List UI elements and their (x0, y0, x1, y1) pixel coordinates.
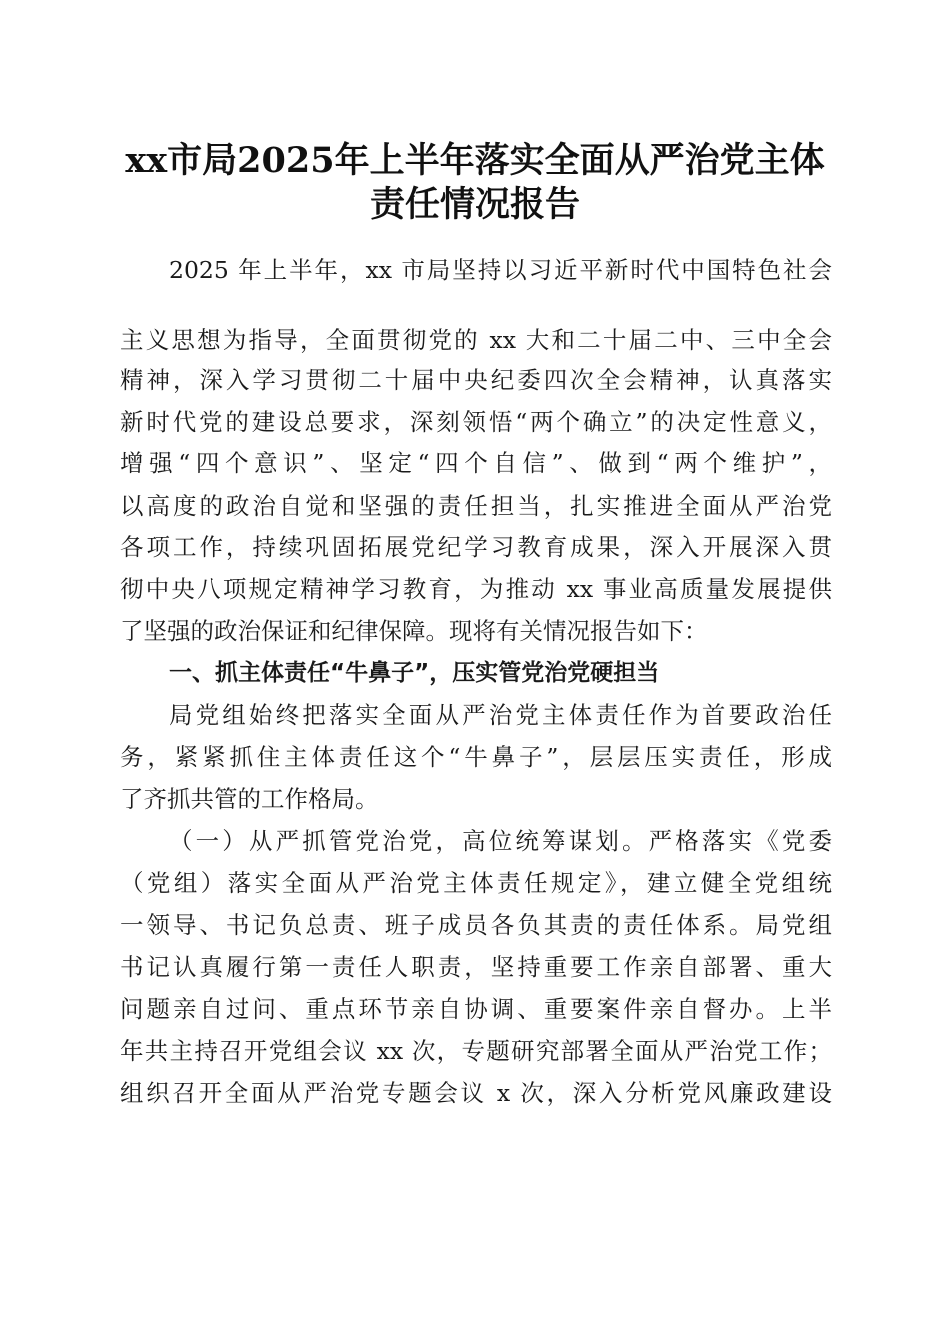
paragraph-line: 年共主持召开党组会议 xx 次，专题研究部署全面从严治党工作； (120, 1037, 832, 1065)
paragraph-line: 务，紧紧抓住主体责任这个“牛鼻子”，层层压实责任，形成 (120, 743, 832, 771)
paragraph-line: 一领导、书记负总责、班子成员各负其责的责任体系。局党组 (120, 911, 832, 939)
document-title-line-1: xx市局2025年上半年落实全面从严治党主体 (125, 140, 825, 181)
paragraph-line: 了齐抓共管的工作格局。 (120, 785, 379, 813)
paragraph-line: 以高度的政治自觉和坚强的责任担当，扎实推进全面从严治党 (120, 492, 832, 520)
paragraph-line: 主义思想为指导，全面贯彻党的 xx 大和二十届二中、三中全会 (120, 326, 832, 354)
section-heading: 一、抓主体责任“牛鼻子”，压实管党治党硬担当 (169, 660, 660, 686)
paragraph-line: 增强“四个意识”、坚定“四个自信”、做到“两个维护”， (120, 449, 832, 477)
paragraph-line: 彻中央八项规定精神学习教育，为推动 xx 事业高质量发展提供 (120, 575, 832, 603)
paragraph-line: 精神，深入学习贯彻二十届中央纪委四次全会精神，认真落实 (120, 366, 832, 394)
document-title-line-2: 责任情况报告 (369, 184, 580, 225)
paragraph-line: 各项工作，持续巩固拓展党纪学习教育成果，深入开展深入贯 (120, 533, 832, 561)
paragraph-line: 局党组始终把落实全面从严治党主体责任作为首要政治任 (169, 701, 832, 729)
subsection-paragraph-line: （一）从严抓管党治党，高位统筹谋划。严格落实《党委 (169, 827, 832, 855)
paragraph-line: （党组）落实全面从严治党主体责任规定》，建立健全党组统 (120, 869, 832, 897)
paragraph-line: 新时代党的建设总要求，深刻领悟“两个确立”的决定性意义， (120, 408, 832, 436)
paragraph-line: 2025 年上半年，xx 市局坚持以习近平新时代中国特色社会 (169, 256, 832, 284)
paragraph-line: 书记认真履行第一责任人职责，坚持重要工作亲自部署、重大 (120, 953, 832, 981)
paragraph-line: 了坚强的政治保证和纪律保障。现将有关情况报告如下： (120, 617, 708, 645)
paragraph-line: 问题亲自过问、重点环节亲自协调、重要案件亲自督办。上半 (120, 995, 832, 1023)
paragraph-line: 组织召开全面从严治党专题会议 x 次，深入分析党风廉政建设 (120, 1079, 832, 1107)
